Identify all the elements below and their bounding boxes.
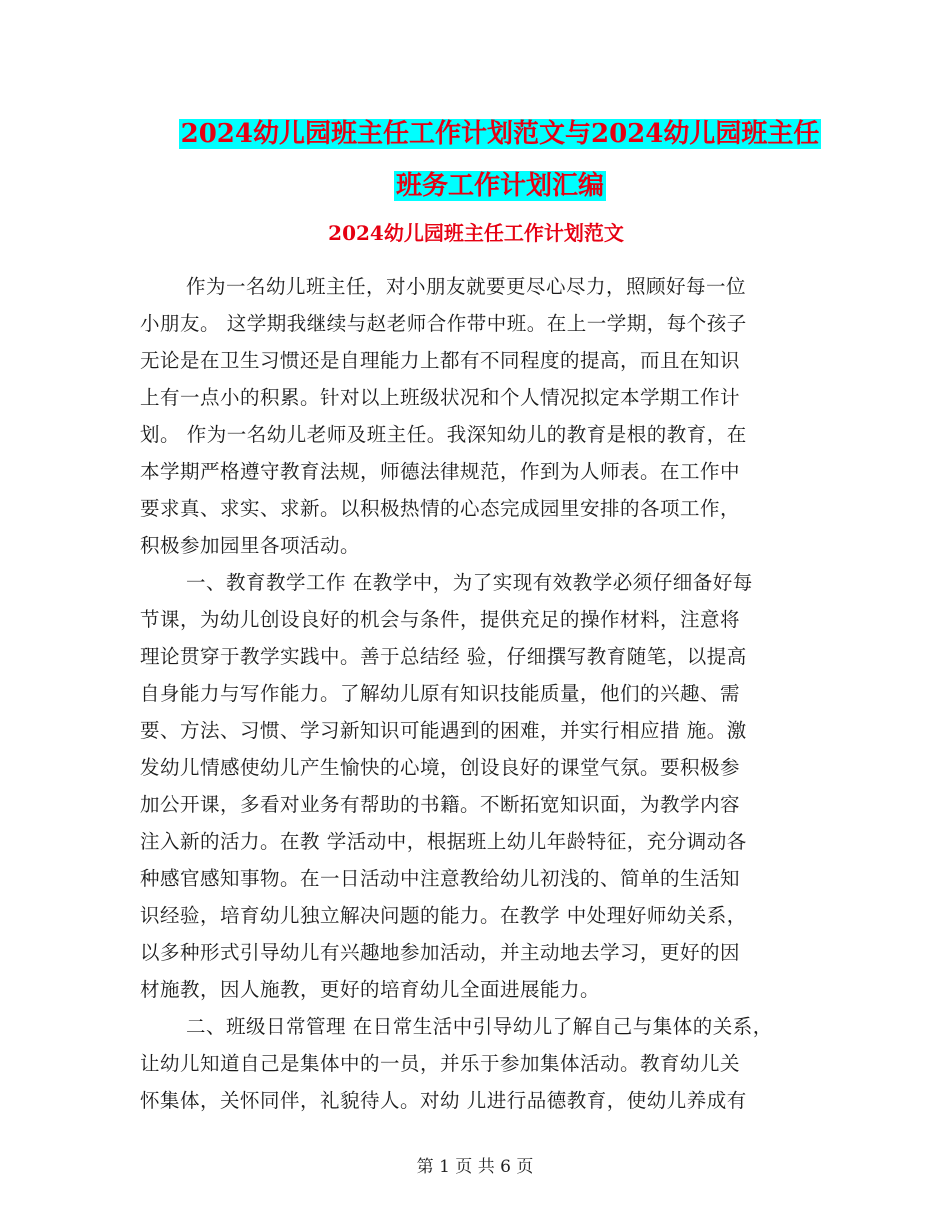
page-footer: 第 1 页 共 6 页 [416, 1157, 534, 1177]
paragraph-2 [140, 564, 812, 1008]
paragraph-3 [140, 1008, 812, 1119]
document-title-line-1: 2024幼儿园班主任工作计划范文与2024幼儿园班主任 [180, 119, 820, 149]
section-title: 2024幼儿园班主任工作计划范文 [328, 221, 624, 245]
text-line: 自身能力与写作能力。了解幼儿原有知识技能质量，他们的兴趣、需 [140, 682, 741, 705]
text-line: 理论贯穿于教学实践中。善于总结经 验，仔细撰写教育随笔，以提高 [140, 645, 747, 668]
text-line: 要、方法、习惯、学习新知识可能遇到的困难，并实行相应措 施。激 [140, 719, 747, 742]
text-line: 注入新的活力。在教 学活动中，根据班上幼儿年龄特征，充分调动各 [140, 830, 747, 853]
text-line: 作为一名幼儿班主任，对小朋友就要更尽心尽力，照顾好每一位 [186, 275, 747, 298]
text-line: 种感官感知事物。在一日活动中注意教给幼儿初浅的、简单的生活知 [140, 867, 741, 890]
text-line: 要求真、求实、求新。以积极热情的心态完成园里安排的各项工作， [140, 497, 741, 520]
text-line: 加公开课，多看对业务有帮助的书籍。不断拓宽知识面，为教学内容 [140, 793, 741, 816]
text-line: 本学期严格遵守教育法规，师德法律规范，作到为人师表。在工作中 [140, 460, 741, 483]
text-line: 发幼儿情感使幼儿产生愉快的心境，创设良好的课堂气氛。要积极参 [140, 756, 741, 779]
text-line: 一、教育教学工作 在教学中，为了实现有效教学必须仔细备好每 [186, 571, 753, 594]
text-line: 节课，为幼儿创设良好的机会与条件，提供充足的操作材料，注意将 [140, 608, 741, 631]
text-line: 划。 作为一名幼儿老师及班主任。我深知幼儿的教育是根的教育，在 [140, 423, 747, 446]
paragraph-1 [140, 268, 812, 564]
document-title [140, 108, 860, 212]
text-line: 上有一点小的积累。针对以上班级状况和个人情况拟定本学期工作计 [140, 386, 741, 409]
text-line: 怀集体，关怀同伴，礼貌待人。对幼 儿进行品德教育，使幼儿养成有 [140, 1089, 747, 1112]
document-body [140, 268, 812, 1119]
text-line: 二、班级日常管理 在日常生活中引导幼儿了解自己与集体的关系， [186, 1015, 773, 1038]
text-line: 让幼儿知道自己是集体中的一员，并乐于参加集体活动。教育幼儿关 [140, 1052, 741, 1075]
document-title-line-2: 班务工作计划汇编 [395, 171, 604, 201]
text-line: 识经验，培育幼儿独立解决问题的能力。在教学 中处理好师幼关系， [140, 904, 747, 927]
text-line: 小朋友。 这学期我继续与赵老师合作带中班。在上一学期，每个孩子 [140, 312, 747, 335]
text-line: 材施教，因人施教，更好的培育幼儿全面进展能力。 [140, 978, 601, 1001]
text-line: 积极参加园里各项活动。 [140, 534, 361, 557]
text-line: 以多种形式引导幼儿有兴趣地参加活动，并主动地去学习，更好的因 [140, 941, 741, 964]
text-line: 无论是在卫生习惯还是自理能力上都有不同程度的提高，而且在知识 [140, 349, 741, 372]
